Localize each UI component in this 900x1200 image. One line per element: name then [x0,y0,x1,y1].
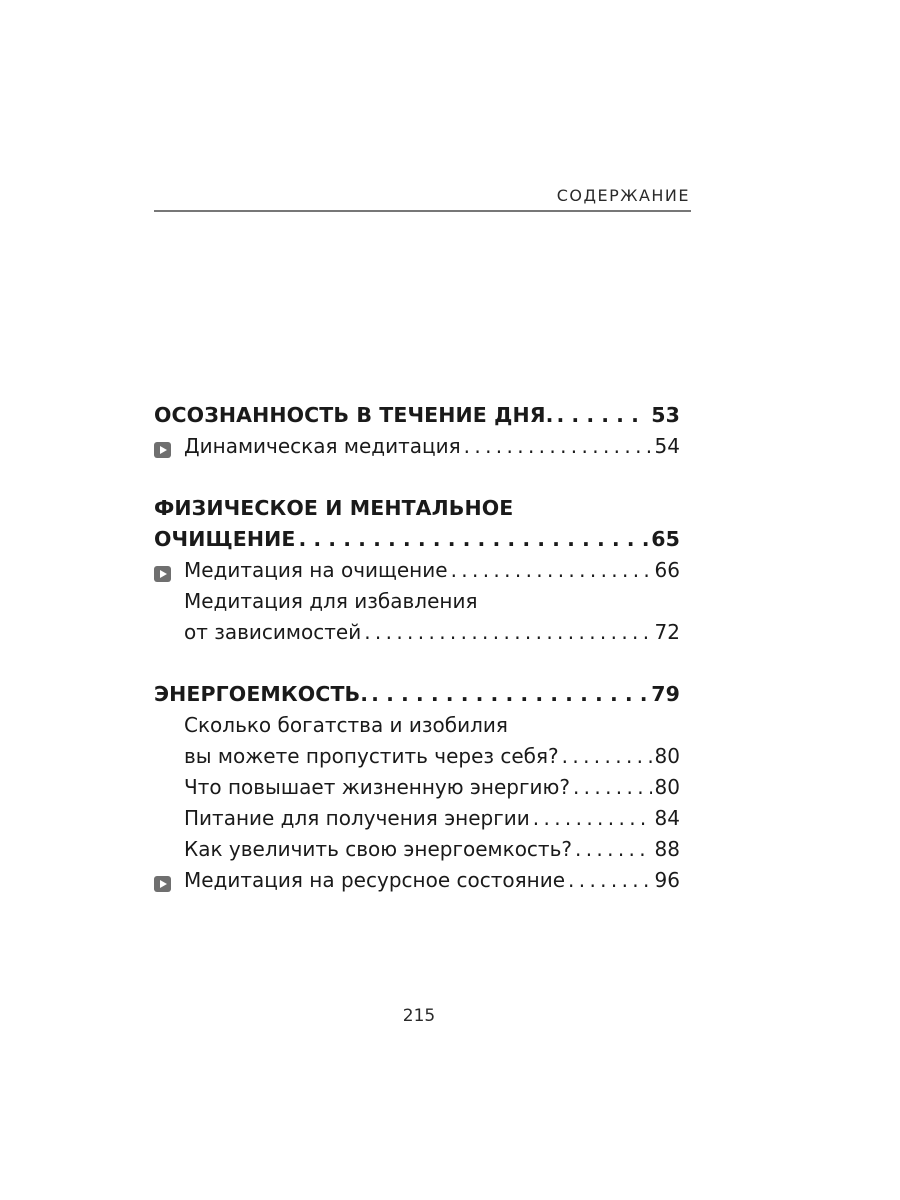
toc-entry-title: от зависимостей [184,620,362,644]
toc-page-number: 80 [654,744,680,768]
play-icon [154,876,171,892]
toc-entry-addiction-line2[interactable] [154,620,680,651]
toc-chapter-awareness[interactable] [154,403,680,434]
toc-entry-title: вы можете пропустить через себя? [184,744,559,768]
toc-leader-dots [371,682,648,706]
toc-entry-title: Питание для получения энергии [184,806,530,830]
play-icon [154,566,171,582]
toc-leader-dots [556,403,648,427]
toc-leader-dots [533,806,652,830]
toc-entry-nutrition[interactable] [154,806,680,837]
toc-entry-dynamic-meditation[interactable] [154,434,680,465]
toc-chapter-cleansing-line2[interactable] [154,527,680,558]
toc-leader-dots [364,620,651,644]
toc-page-number: 54 [654,434,680,458]
toc-page-number: 88 [654,837,680,861]
toc-entry-title: Как увеличить свою энергоемкость? [184,837,572,861]
toc-entry-title: Медитация для избавления [184,589,478,613]
toc-entry-wealth-line2[interactable] [154,744,680,775]
toc-entry-addiction-line1[interactable] [154,589,680,620]
toc-entry-cleansing-meditation[interactable] [154,558,680,589]
toc-leader-dots [451,558,652,582]
toc-entry-increase-capacity[interactable] [154,837,680,868]
toc-page-number: 84 [654,806,680,830]
toc-page-number: 72 [654,620,680,644]
toc-page-number: 66 [654,558,680,582]
toc-page-number: 79 [651,682,680,706]
toc-entry-life-energy[interactable] [154,775,680,806]
toc-leader-dots [568,868,652,892]
toc-leader-dots [575,837,652,861]
play-icon [154,442,171,458]
toc-page-number: 80 [654,775,680,799]
table-of-contents [154,403,680,899]
toc-entry-wealth-line1[interactable] [154,713,680,744]
toc-leader-dots [562,744,652,768]
toc-leader-dots [573,775,652,799]
header-rule [154,210,691,212]
page-number: 215 [402,1006,436,1026]
toc-entry-title: Что повышает жизненную энергию? [184,775,570,799]
toc-entry-title: Сколько богатства и изобилия [184,713,508,737]
toc-page-number: 96 [654,868,680,892]
toc-chapter-energy-capacity[interactable] [154,682,680,713]
toc-chapter-title: ОСОЗНАННОСТЬ В ТЕЧЕНИЕ ДНЯ. [154,403,554,427]
toc-chapter-cleansing-line1[interactable] [154,496,680,527]
toc-entry-resource-meditation[interactable] [154,868,680,899]
toc-entry-title: Медитация на очищение [184,558,448,582]
toc-chapter-title: ОЧИЩЕНИЕ [154,527,296,551]
toc-page-number: 53 [651,403,680,427]
running-head: СОДЕРЖАНИЕ [556,186,690,205]
toc-entry-title: Динамическая медитация [184,434,461,458]
toc-entry-title: Медитация на ресурсное состояние [184,868,566,892]
toc-leader-dots [298,527,648,551]
toc-leader-dots [464,434,652,458]
toc-chapter-title: ФИЗИЧЕСКОЕ И МЕНТАЛЬНОЕ [154,496,514,520]
toc-chapter-title: ЭНЕРГОЕМКОСТЬ. [154,682,369,706]
toc-page-number: 65 [651,527,680,551]
